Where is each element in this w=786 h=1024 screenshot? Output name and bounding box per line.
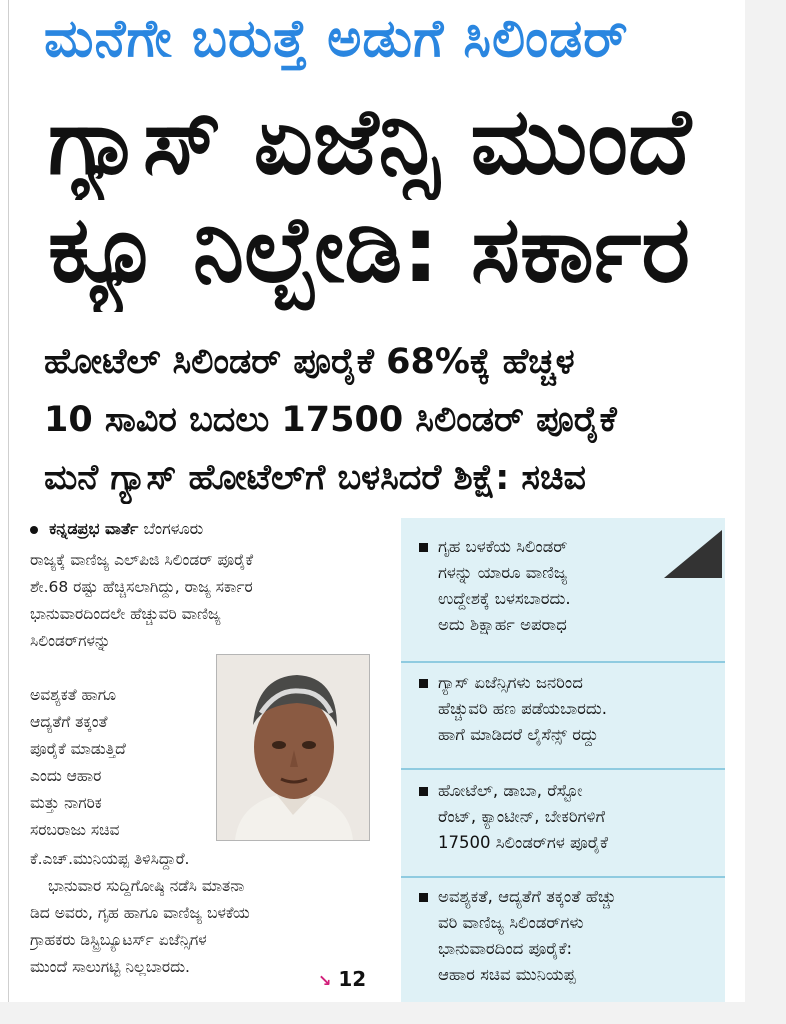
headline-line-1: ಗ್ಯಾಸ್ ಏಜೆನ್ಸಿ ಮುಂದೆ xyxy=(48,88,692,195)
sidebar-line: ಹಾಗೆ ಮಾಡಿದರೆ ಲೈಸೆನ್ಸ್ ರದ್ದು xyxy=(438,725,599,744)
sidebar-line: ಆಹಾರ ಸಚಿವ ಮುನಿಯಪ್ಪ xyxy=(438,965,576,984)
body-line: ಸಿಲಿಂಡರ್‌ಗಳನ್ನು xyxy=(30,632,111,650)
subhead-1: ಹೋಟೆಲ್ ಸಿಲಿಂಡರ್ ಪೂರೈಕೆ 68%ಕ್ಕೆ ಹೆಚ್ಚಳ xyxy=(44,342,575,382)
body-line: ಶೇ.68 ರಷ್ಟು ಹೆಚ್ಚಿಸಲಾಗಿದ್ದು, ರಾಜ್ಯ ಸರ್ಕಾರ xyxy=(30,578,253,596)
arrow-icon: ↘ xyxy=(318,971,332,990)
subhead-2: 10 ಸಾವಿರ ಬದಲು 17500 ಸಿಲಿಂಡರ್ ಪೂರೈಕೆ xyxy=(44,400,617,440)
body-line: ಆದ್ಯತೆಗೆ ತಕ್ಕಂತೆ xyxy=(30,713,108,731)
sidebar-line: ಗ್ಯಾಸ್ ಏಜೆನ್ಸಿಗಳು ಜನರಿಂದ xyxy=(438,673,583,692)
bullet-icon xyxy=(419,543,428,552)
sidebar-line: ಅವಶ್ಯಕತೆ, ಆದ್ಯತೆಗೆ ತಕ್ಕಂತೆ ಹೆಚ್ಚು xyxy=(438,887,617,906)
byline-place: ಬೆಂಗಳೂರು xyxy=(143,519,204,538)
page-edge-shadow xyxy=(745,0,786,1024)
body-line: ಮುಂದೆ ಸಾಲುಗಟ್ಟಿ ನಿಲ್ಲಬಾರದು. xyxy=(30,958,190,976)
body-line: ರಾಜ್ಯಕ್ಕೆ ವಾಣಿಜ್ಯ ಎಲ್‌ಪಿಜಿ ಸಿಲಿಂಡರ್ ಪೂರೈಕೆ xyxy=(30,551,254,569)
body-line: ಭಾನುವಾರ ಸುದ್ದಿಗೋಷ್ಠಿ ನಡೆಸಿ ಮಾತನಾ xyxy=(48,877,245,895)
body-line: ಕೆ.ಎಚ್.ಮುನಿಯಪ್ಪ ತಿಳಿಸಿದ್ದಾರೆ. xyxy=(30,850,190,868)
body-line: ಎಂದು ಆಹಾರ xyxy=(30,767,102,785)
body-line: ಗ್ರಾಹಕರು ಡಿಸ್ಟ್ರಿಬ್ಯೂಟರ್ಸ್ ಏಜೆನ್ಸಿಗಳ xyxy=(30,931,207,949)
subhead-3: ಮನೆ ಗ್ಯಾಸ್ ಹೋಟೆಲ್‌ಗೆ ಬಳಸಿದರೆ ಶಿಕ್ಷೆ: ಸಚಿವ xyxy=(44,458,586,498)
article-body-mid xyxy=(30,682,210,844)
bullet-icon xyxy=(419,893,428,902)
headline-line-2: ಕ್ಯೂ ನಿಲ್ಬೇಡಿ: ಸರ್ಕಾರ xyxy=(48,196,691,303)
bullet-icon xyxy=(419,787,428,796)
sidebar-item xyxy=(419,778,719,856)
bullet-icon xyxy=(30,526,38,534)
continued-page-number: 12 xyxy=(338,967,367,991)
body-line: ಡಿದ ಅವರು, ಗೃಹ ಹಾಗೂ ವಾಣಿಜ್ಯ ಬಳಕೆಯ xyxy=(30,904,250,922)
sidebar-line: ವರಿ ವಾಣಿಜ್ಯ ಸಿಲಿಂಡರ್‌ಗಳು xyxy=(438,913,584,932)
sidebar-line: ಅದು ಶಿಕ್ಷಾರ್ಹ ಅಪರಾಧ xyxy=(438,615,567,634)
sidebar-divider xyxy=(401,661,725,663)
sidebar-item xyxy=(419,884,719,988)
sidebar-divider xyxy=(401,876,725,878)
sidebar-line: ರೆಂಟ್, ಕ್ಯಾಂಟೀನ್, ಬೇಕರಿಗಳಿಗೆ xyxy=(438,807,606,826)
page-corner-fold-icon xyxy=(664,530,722,578)
sidebar-item xyxy=(419,670,719,748)
byline xyxy=(30,516,370,542)
sidebar-line: ಉದ್ದೇಶಕ್ಕೆ ಬಳಸಬಾರದು. xyxy=(438,589,571,608)
article-body-bottom xyxy=(30,846,385,981)
byline-source: ಕನ್ನಡಪ್ರಭ ವಾರ್ತೆ xyxy=(49,519,139,538)
sidebar-line: ಗಳನ್ನು ಯಾರೂ ವಾಣಿಜ್ಯ xyxy=(438,563,568,582)
body-line: ಮತ್ತು ನಾಗರಿಕ xyxy=(30,794,102,812)
highlights-sidebar xyxy=(401,518,725,1002)
sidebar-divider xyxy=(401,768,725,770)
body-line: ಅವಶ್ಯಕತೆ ಹಾಗೂ xyxy=(30,686,117,704)
sidebar-line: 17500 ಸಿಲಿಂಡರ್‌ಗಳ ಪೂರೈಕೆ xyxy=(438,833,609,852)
left-column-rule xyxy=(8,0,9,1002)
minister-portrait-photo xyxy=(216,654,370,841)
bullet-icon xyxy=(419,679,428,688)
continued-on-page xyxy=(318,965,378,993)
sidebar-line: ಗೃಹ ಬಳಕೆಯ ಸಿಲಿಂಡರ್ xyxy=(438,537,568,556)
kicker-headline: ಮನೆಗೇ ಬರುತ್ತೆ ಅಡುಗೆ ಸಿಲಿಂಡರ್ xyxy=(44,9,629,69)
body-line: ಪೂರೈಕೆ ಮಾಡುತ್ತಿದೆ xyxy=(30,740,126,758)
article-body-top xyxy=(30,547,390,655)
portrait-image xyxy=(217,655,369,840)
sidebar-line: ಹೆಚ್ಚುವರಿ ಹಣ ಪಡೆಯಬಾರದು. xyxy=(438,699,608,718)
body-line: ಭಾನುವಾರದಿಂದಲೇ ಹೆಚ್ಚುವರಿ ವಾಣಿಜ್ಯ xyxy=(30,605,221,623)
sidebar-line: ಹೋಟೆಲ್, ಡಾಬಾ, ರೆಸ್ಟೋ xyxy=(438,781,583,800)
sidebar-line: ಭಾನುವಾರದಿಂದ ಪೂರೈಕೆ: xyxy=(438,939,573,958)
page-bottom-shadow xyxy=(0,1002,786,1024)
body-line: ಸರಬರಾಜು ಸಚಿವ xyxy=(30,821,120,839)
